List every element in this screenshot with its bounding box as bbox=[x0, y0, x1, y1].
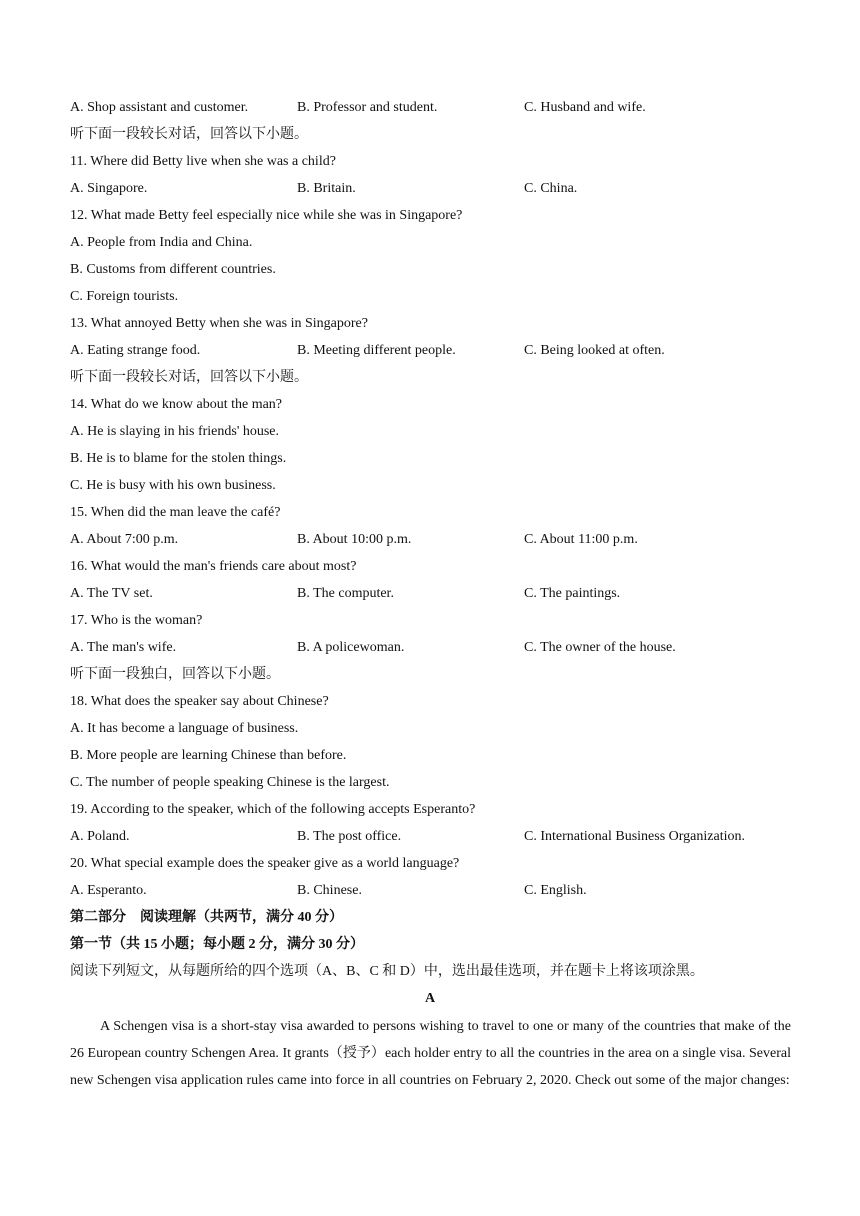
listening-instruction: 听下面一段较长对话，回答以下小题。 bbox=[70, 370, 308, 385]
q14-option-a: A. He is slaying in his friends' house. bbox=[70, 424, 280, 439]
q16-option-b: B. The computer. bbox=[297, 586, 394, 601]
q19-option-c: C. International Business Organization. bbox=[524, 829, 745, 844]
part-title: 第二部分 阅读理解（共两节，满分 40 分） bbox=[70, 910, 343, 925]
passage-paragraph: A Schengen visa is a short-stay visa awarded to persons wishing to travel to one or many of the countries that make of the 26 European country Schengen Area. It grants（授予）each holder entry to all the countries in the area on a single visa. Several new Schengen visa application rules came into force in all countries on February 2, 2020. Check out some of the major changes: bbox=[70, 1019, 791, 1088]
q16-stem: 16. What would the man's friends care about most? bbox=[70, 559, 357, 574]
q20-option-a: A. Esperanto. bbox=[70, 883, 147, 898]
passage-label: A bbox=[424, 991, 436, 1006]
q20-option-c: C. English. bbox=[524, 883, 587, 898]
q15-option-c: C. About 11:00 p.m. bbox=[524, 532, 638, 547]
q16-option-c: C. The paintings. bbox=[524, 586, 621, 601]
q19-option-a: A. Poland. bbox=[70, 829, 130, 844]
q11-stem: 11. Where did Betty live when she was a child? bbox=[70, 154, 336, 169]
q10-option-a: A. Shop assistant and customer. bbox=[70, 100, 249, 115]
q13-option-a: A. Eating strange food. bbox=[70, 343, 201, 358]
q17-option-a: A. The man's wife. bbox=[70, 640, 177, 655]
q18-option-b: B. More people are learning Chinese than before. bbox=[70, 748, 347, 763]
q13-option-b: B. Meeting different people. bbox=[297, 343, 456, 358]
q17-stem: 17. Who is the woman? bbox=[70, 613, 203, 628]
q14-stem: 14. What do we know about the man? bbox=[70, 397, 283, 412]
listening-instruction: 听下面一段独白，回答以下小题。 bbox=[70, 667, 280, 682]
q15-option-b: B. About 10:00 p.m. bbox=[297, 532, 412, 547]
q15-stem: 15. When did the man leave the café? bbox=[70, 505, 281, 520]
q19-stem: 19. According to the speaker, which of the following accepts Esperanto? bbox=[70, 802, 476, 817]
q19-option-b: B. The post office. bbox=[297, 829, 402, 844]
q12-stem: 12. What made Betty feel especially nice while she was in Singapore? bbox=[70, 208, 463, 223]
q11-option-a: A. Singapore. bbox=[70, 181, 148, 196]
q12-option-b: B. Customs from different countries. bbox=[70, 262, 276, 277]
reading-instruction: 阅读下列短文，从每题所给的四个选项（A、B、C 和 D）中，选出最佳选项，并在题卡上将该项涂黑。 bbox=[70, 964, 704, 979]
q10-option-c: C. Husband and wife. bbox=[524, 100, 646, 115]
q13-option-c: C. Being looked at often. bbox=[524, 343, 665, 358]
q12-option-c: C. Foreign tourists. bbox=[70, 289, 179, 304]
q18-stem: 18. What does the speaker say about Chinese? bbox=[70, 694, 329, 709]
q17-option-b: B. A policewoman. bbox=[297, 640, 405, 655]
q16-option-a: A. The TV set. bbox=[70, 586, 153, 601]
q20-option-b: B. Chinese. bbox=[297, 883, 362, 898]
q12-option-a: A. People from India and China. bbox=[70, 235, 253, 250]
q14-option-b: B. He is to blame for the stolen things. bbox=[70, 451, 287, 466]
q11-option-b: B. Britain. bbox=[297, 181, 356, 196]
q18-option-c: C. The number of people speaking Chinese is the largest. bbox=[70, 775, 390, 790]
listening-instruction: 听下面一段较长对话，回答以下小题。 bbox=[70, 127, 308, 142]
q17-option-c: C. The owner of the house. bbox=[524, 640, 676, 655]
q14-option-c: C. He is busy with his own business. bbox=[70, 478, 276, 493]
section-title: 第一节（共 15 小题；每小题 2 分，满分 30 分） bbox=[70, 937, 364, 952]
q11-option-c: C. China. bbox=[524, 181, 578, 196]
q13-stem: 13. What annoyed Betty when she was in Singapore? bbox=[70, 316, 368, 331]
q18-option-a: A. It has become a language of business. bbox=[70, 721, 299, 736]
q15-option-a: A. About 7:00 p.m. bbox=[70, 532, 179, 547]
q20-stem: 20. What special example does the speaker give as a world language? bbox=[70, 856, 460, 871]
q10-option-b: B. Professor and student. bbox=[297, 100, 438, 115]
